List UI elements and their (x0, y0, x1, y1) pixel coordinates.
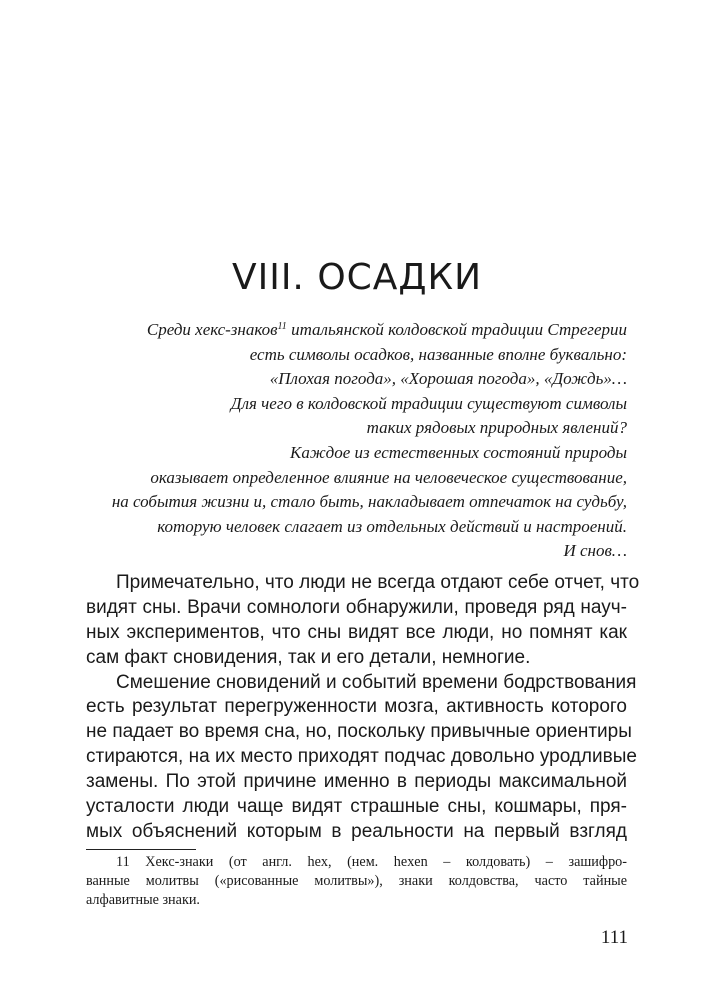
body-line: ных экспериментов, что сны видят все люди, но помнят как (86, 621, 627, 643)
epigraph-line: таких рядовых природных явлений? (366, 418, 627, 438)
epigraph-line: которую человек слагает из отдельных действий и настроений. (157, 516, 627, 536)
epigraph-line: Для чего в колдовской традиции существуют символы (230, 393, 627, 413)
body-line: мых объяснений которым в реальности на первый взгляд (86, 820, 627, 842)
body-line: усталости люди чаще видят страшные сны, кошмары, пря- (86, 796, 627, 818)
epigraph-line: Каждое из естественных состояний природы (290, 442, 627, 462)
footnote (86, 853, 627, 910)
epigraph-line: «Плохая погода», «Хорошая погода», «Дождь»… (269, 369, 627, 389)
body-line: замены. По этой причине именно в периоды максимальной (86, 771, 627, 793)
epigraph-line: оказывает определенное влияние на человеческое существование, (150, 467, 627, 487)
epigraph-line: И снов… (563, 541, 627, 561)
body-line: Примечательно, что люди не всегда отдают себе отчет, что (116, 572, 640, 593)
epigraph-line-1-start: Среди хекс-знаков (146, 320, 278, 339)
page-number: 111 (600, 927, 628, 948)
footnote-divider (86, 849, 196, 850)
footnote-line: алфавитные знаки. (86, 892, 200, 908)
body-line: стираются, на их место приходят подчас довольно уродливые (86, 746, 637, 768)
body-line: не падает во время сна, но, поскольку привычные ориентиры (86, 721, 632, 743)
epigraph (80, 318, 627, 564)
footnote-line: ванные молитвы («рисованные молитвы»), знаки колдовства, часто тайные (86, 873, 627, 889)
epigraph-line-1-rest: итальянской колдовской традиции Стрегерии (286, 320, 627, 339)
body-line: есть результат перегруженности мозга, активность которого (86, 696, 627, 718)
body-line: видят сны. Врачи сомнологи обнаружили, проведя ряд науч- (86, 596, 627, 618)
footnote-reference[interactable]: 11 (277, 321, 287, 332)
footnote-line: 11 Хекс-знаки (от англ. hex, (нем. hexen – колдовать) – зашифро- (116, 854, 627, 870)
body-line: сам факт сновидения, так и его детали, немногие. (86, 646, 531, 668)
body-line: Смешение сновидений и событий времени бодрствования (116, 671, 637, 693)
epigraph-line: есть символы осадков, названные вполне буквально: (249, 344, 627, 364)
epigraph-line-1 (80, 318, 627, 343)
chapter-title: VIII. ОСАДКИ (231, 257, 483, 298)
epigraph-line: на события жизни и, стало быть, накладывает отпечаток на судьбу, (111, 492, 627, 512)
body-text (86, 571, 640, 845)
